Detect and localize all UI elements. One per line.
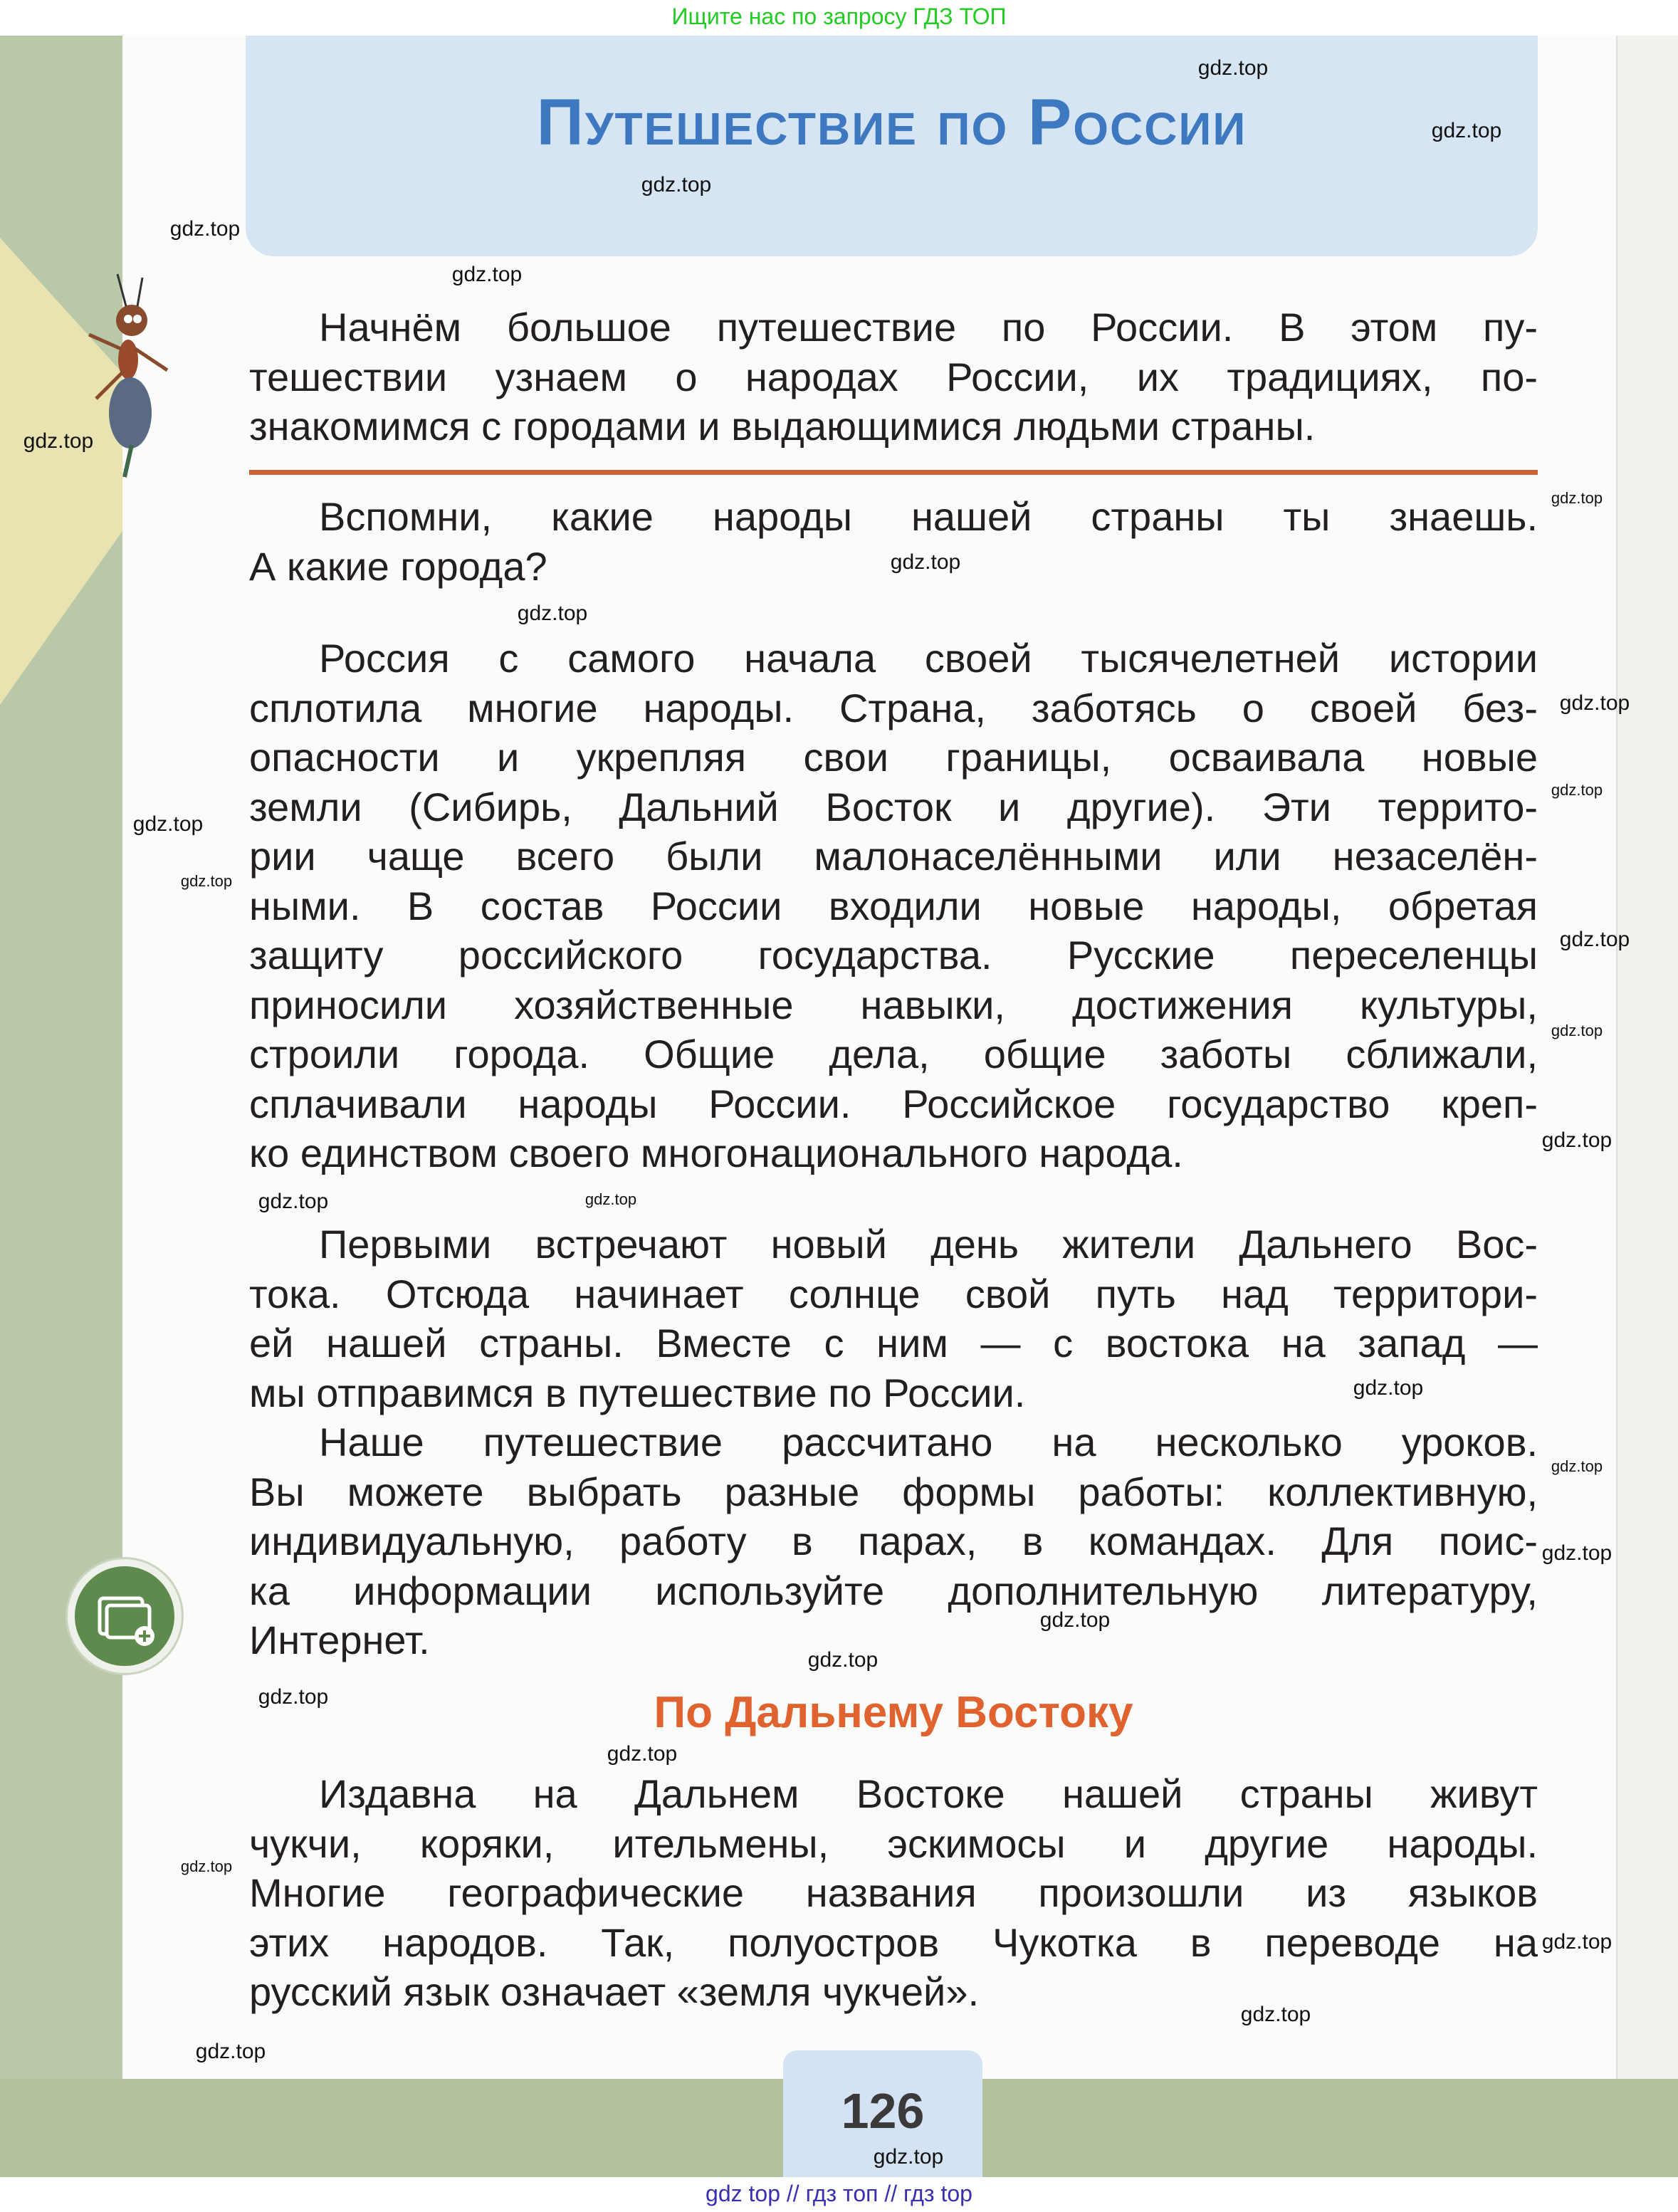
watermark: gdz.top [180,872,233,890]
watermark: gdz.top [23,429,94,453]
text-line: опасности и укрепляя свои границы, осваивала новые [249,735,1538,780]
text-line: тешествии узнаем о народах России, их традициях, по- [249,354,1538,399]
watermark: gdz.top [1551,1022,1603,1039]
watermark: gdz.top [517,602,588,625]
watermark: gdz.top [1039,1608,1111,1632]
text-line: ко единством своего многонационального народа. [249,1131,1183,1175]
watermark: gdz.top [195,2040,266,2063]
text-line: приносили хозяйственные навыки, достижения культуры, [249,982,1538,1027]
watermark: gdz.top [873,2145,944,2169]
text-line: ей нашей страны. Вместе с ним — с востока на запад — [249,1321,1538,1366]
resources-folder-icon[interactable] [68,1559,182,1673]
watermark: gdz.top [1541,1930,1613,1954]
question-paragraph [249,492,1538,591]
watermark: gdz.top [1551,781,1603,799]
text-line: Вспомни, какие народы нашей страны ты знаешь. [319,494,1538,539]
watermark: gdz.top [169,217,241,241]
watermark: gdz.top [890,550,961,574]
watermark: gdz.top [1559,691,1630,715]
text-line: сплачивали народы России. Российское государство креп- [249,1081,1538,1126]
text-line: Многие географические названия произошли из языков [249,1870,1538,1915]
top-banner[interactable]: Ищите нас по запросу ГДЗ ТОП [0,0,1678,36]
watermark: gdz.top [1541,1541,1613,1565]
far-east-intro-paragraph [249,1220,1538,1417]
intro-paragraph [249,303,1538,451]
bottom-banner[interactable]: gdz top // гдз топ // гдз top [0,2177,1678,2212]
watermark: gdz.top [258,1685,329,1709]
watermark: gdz.top [1541,1128,1613,1152]
watermark: gdz.top [1240,2003,1311,2026]
text-line: земли (Сибирь, Дальний Восток и другие). Эти террито- [249,784,1538,829]
history-paragraph [249,634,1538,1178]
text-line: сплотила многие народы. Страна, заботясь о своей без- [249,685,1538,730]
text-line: Интернет. [249,1618,430,1662]
right-page-edge [1616,36,1678,2177]
text-line: рии чаще всего были малонаселёнными или незаселён- [249,834,1538,879]
section-heading: По Дальнему Востоку [654,1688,1133,1737]
work-forms-paragraph [249,1417,1538,1665]
text-line: Россия с самого начала своей тысячелетней истории [319,636,1538,681]
watermark: gdz.top [807,1648,879,1672]
watermark: gdz.top [451,263,523,286]
watermark: gdz.top [641,173,712,196]
text-line: Издавна на Дальнем Востоке нашей страны живут [319,1771,1538,1816]
text-line: Наше путешествие рассчитано на несколько уроков. [319,1420,1538,1464]
watermark: gdz.top [607,1742,678,1766]
text-line: защиту российского государства. Русские переселенцы [249,933,1538,977]
text-line: тока. Отсюда начинает солнце свой путь над территори- [249,1271,1538,1316]
text-line: мы отправимся в путешествие по России. [249,1370,1026,1415]
page-title: Путешествие по России [536,86,1247,159]
text-line: знакомимся с городами и выдающимися людьми страны. [249,404,1316,449]
text-line: Первыми встречают новый день жители Дальнего Вос- [319,1222,1538,1267]
watermark: gdz.top [1559,928,1630,951]
text-line: ными. В состав России входили новые народы, обретая [249,883,1538,928]
watermark: gdz.top [1197,56,1269,80]
watermark: gdz.top [1431,119,1502,142]
watermark: gdz.top [1551,1457,1603,1475]
peoples-paragraph [249,1769,1538,2017]
text-line: этих народов. Так, полуостров Чукотка в переводе на [249,1919,1538,1965]
watermark: gdz.top [1551,489,1603,507]
text-line: Вы можете выбрать разные формы работы: коллективную, [249,1469,1538,1514]
text-line: Начнём большое путешествие по России. В этом пу- [319,305,1538,350]
watermark: gdz.top [1353,1376,1424,1400]
watermark: gdz.top [132,812,204,836]
text-line: А какие города? [249,543,547,589]
watermark: gdz.top [180,1857,233,1875]
page-number: 126 [841,2083,925,2139]
text-line: русский язык означает «земля чукчей». [249,1969,980,2014]
text-line: чукчи, коряки, ительмены, эскимосы и другие народы. [249,1820,1538,1866]
watermark: gdz.top [584,1190,637,1208]
text-line: строили города. Общие дела, общие заботы сближали, [249,1032,1538,1076]
text-line: ка информации используйте дополнительную литературу, [249,1568,1538,1613]
divider-rule [249,470,1538,475]
watermark: gdz.top [258,1190,329,1213]
text-line: индивидуальную, работу в парах, в командах. Для поис- [249,1519,1538,1563]
